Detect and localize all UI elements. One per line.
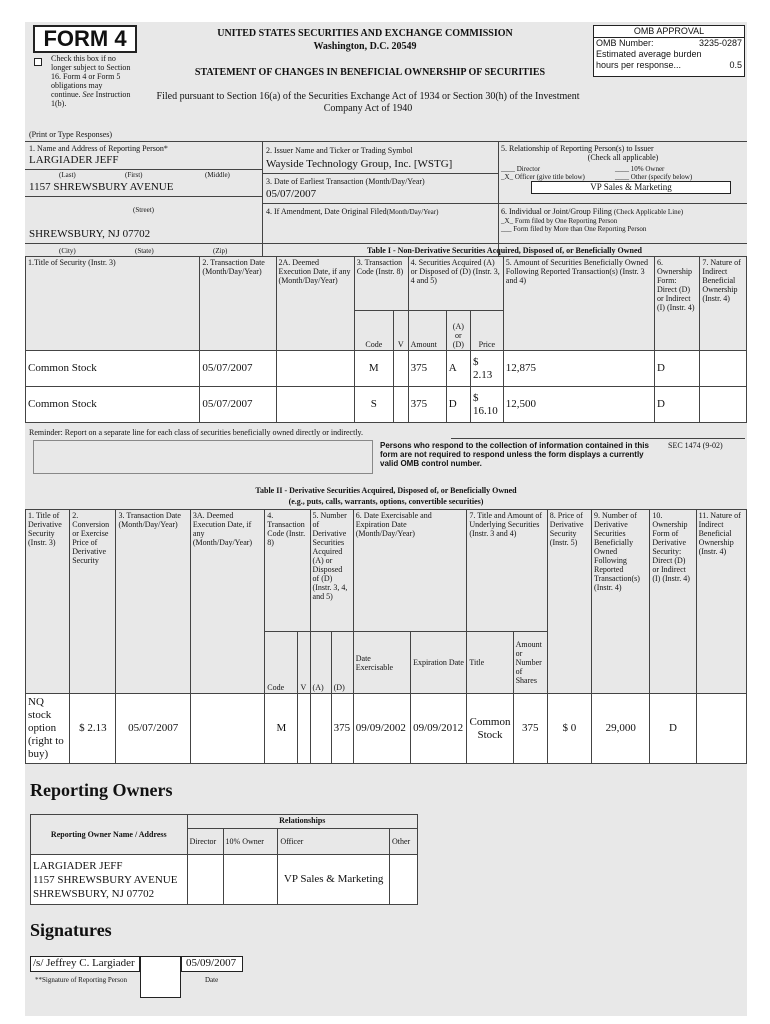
t2-r1-conv: $ 2.13 [70, 694, 116, 764]
checkbox-note-text: Check this box if no longer subject to Section 16. Form 4 or Form 5 obligations may continue. [51, 54, 131, 99]
omb-approval-box [593, 25, 745, 77]
t1-h-form: 6. Ownership Form: Direct (D) or Indirect (I) (Instr. 4) [654, 257, 699, 351]
reminder-text: Reminder: Report on a separate line for each class of securities beneficially owned directly or indirectly. [29, 428, 364, 437]
t2-r1-code: M [265, 694, 298, 764]
t1-r1-price [471, 351, 504, 387]
table-row [26, 694, 747, 764]
owner-col-director: Director [187, 829, 223, 855]
filing-option-two-label: Form filed by More than One Reporting Person [513, 225, 647, 233]
signature-caption-mark: ** [35, 976, 42, 984]
reporting-person-name: LARGIADER JEFF [29, 154, 119, 166]
t2-h-a: (A) [310, 632, 331, 694]
t1-h-aord: (A) or (D) [446, 311, 470, 351]
t1-r2-nature [700, 387, 747, 423]
t2-h-date: 3. Transaction Date (Month/Day/Year) [116, 510, 190, 694]
t1-r1-title: Common Stock [26, 351, 200, 387]
reporting-owners-heading: Reporting Owners [30, 780, 173, 800]
sec-number: SEC 1474 (9-02) [668, 441, 723, 450]
t1-h-code: 3. Transaction Code (Instr. 8) [354, 257, 408, 311]
t2-h-deemed: 3A. Deemed Execution Date, if any (Month/Day/Year) [190, 510, 264, 694]
owner-other-cell [390, 855, 418, 905]
t2-h-amt: Amount or Number of Shares [513, 632, 547, 694]
t2-h-t: Title [467, 632, 513, 694]
t2-r1-deemed [190, 694, 264, 764]
omb-number-label: OMB Number: [596, 38, 654, 48]
t2-h-code-sub: Code [265, 632, 298, 694]
earliest-transaction-date: 05/07/2007 [266, 188, 317, 200]
box1-label-text: 1. Name and Address of Reporting Person [29, 144, 164, 153]
t2-r1-expiration: 09/09/2012 [411, 694, 467, 764]
middle-caption: (Middle) [205, 171, 230, 179]
t2-r1-uamount: 375 [513, 694, 547, 764]
t1-h-code-sub: Code [354, 311, 393, 351]
filing-option-one[interactable]: _X_ Form filed by One Reporting Person [501, 217, 618, 225]
box1-label [29, 144, 168, 153]
t1-r2-v [393, 387, 408, 423]
checkbox-note-see: See [82, 90, 94, 99]
form-page [25, 22, 747, 1016]
officer-title: VP Sales & Marketing [531, 181, 731, 194]
city-value: SHREWSBURY, NJ 07702 [29, 228, 151, 240]
box1-label-mark: * [163, 144, 168, 153]
signatures-heading: Signatures [30, 920, 112, 940]
reminder-underline [451, 426, 745, 439]
reporting-owners-table [30, 814, 418, 905]
table2-title: Table II - Derivative Securities Acquired, Disposed of, or Beneficially Owned [255, 486, 517, 495]
box4-label-small: (Month/Day/Year) [386, 208, 439, 216]
officer-option[interactable]: _X_ Officer (give title below) [501, 173, 585, 181]
t2-r1-date: 05/07/2007 [116, 694, 190, 764]
t2-h-title: 1. Title of Derivative Security (Instr. 3) [26, 510, 70, 694]
t2-h-conv: 2. Conversion or Exercise Price of Derivative Security [70, 510, 116, 694]
owner-col-officer: Officer [278, 829, 390, 855]
no-longer-subject-checkbox[interactable] [34, 58, 42, 66]
table2 [25, 509, 747, 764]
t1-r1-code: M [354, 351, 393, 387]
first-caption: (First) [125, 171, 143, 179]
t1-r1-date: 05/07/2007 [200, 351, 276, 387]
table-row [31, 855, 418, 905]
t2-r1-utitle: Common Stock [467, 694, 513, 764]
t2-h-number: 5. Number of Derivative Securities Acquired (A) or Disposed of (D) (Instr. 3, 4, and 5) [310, 510, 353, 632]
box3-label: 3. Date of Earliest Transaction (Month/Day/Year) [266, 177, 425, 186]
t1-r2-date: 05/07/2007 [200, 387, 276, 423]
t1-r2-amount: 375 [408, 387, 446, 423]
persons-notice: Persons who respond to the collection of information contained in this form are not required to respond unless the form displays a currently valid OMB control number. [380, 441, 649, 468]
t2-h-owned: 9. Number of Derivative Securities Beneficially Owned Following Reported Transaction(s) (Instr. 4) [592, 510, 650, 694]
t1-r2-form: D [654, 387, 699, 423]
t1-h-owned: 5. Amount of Securities Beneficially Owned Following Reported Transaction(s) (Instr. 3 and 4) [503, 257, 654, 351]
city-caption: (City) [59, 247, 76, 255]
table-row [26, 387, 747, 423]
director-option[interactable]: ____ Director [501, 165, 541, 173]
relationships-header: Relationships [187, 815, 417, 829]
t1-r1-deemed [276, 351, 354, 387]
t1-r1-nature [700, 351, 747, 387]
t1-h-title: 1.Title of Security (Instr. 3) [26, 257, 200, 351]
officer-label: Officer (give title below) [514, 173, 585, 181]
t1-h-amount: Amount [408, 311, 446, 351]
street-caption: (Street) [133, 206, 154, 214]
t2-r1-v [298, 694, 310, 764]
t1-r2-price-value: 16.10 [473, 404, 498, 417]
filing-option-one-mark: X [504, 217, 510, 225]
date-caption: Date [205, 976, 219, 984]
t1-r1-amount: 375 [408, 351, 446, 387]
signature-value: /s/ Jeffrey C. Largiader [30, 956, 140, 972]
t2-r1-d: 375 [331, 694, 353, 764]
table1 [25, 256, 747, 423]
t1-h-deemed: 2A. Deemed Execution Date, if any (Month/Day/Year) [276, 257, 354, 351]
street-value: 1157 SHREWSBURY AVENUE [29, 181, 174, 193]
t1-h-acquired: 4. Securities Acquired (A) or Disposed of (D) (Instr. 3, 4 and 5) [408, 257, 503, 311]
state-caption: (State) [135, 247, 154, 255]
filed-pursuant: Filed pursuant to Section 16(a) of the Securities Exchange Act of 1934 or Section 30(h) of the Investment Company Act of 1940 [156, 91, 580, 114]
owner-col-other: Other [390, 829, 418, 855]
box4-label-text: 4. If Amendment, Date Original Filed [266, 207, 387, 216]
box5-label: 5. Relationship of Reporting Person(s) to Issuer [501, 144, 654, 153]
t2-r1-a [310, 694, 331, 764]
owner-name-line: LARGIADER JEFF [33, 859, 123, 872]
t1-r2-owned: 12,500 [503, 387, 654, 423]
t1-h-date: 2. Transaction Date (Month/Day/Year) [200, 257, 276, 351]
table-row [26, 351, 747, 387]
t1-r1-aord: A [446, 351, 470, 387]
omb-number: 3235-0287 [698, 38, 742, 48]
filing-option-one-label: Form filed by One Reporting Person [514, 217, 618, 225]
t2-h-date-ex: Date Exercisable [353, 632, 410, 694]
owner-director-cell [187, 855, 223, 905]
t1-r2-aord: D [446, 387, 470, 423]
t1-r2-deemed [276, 387, 354, 423]
table2-subtitle: (e.g., puts, calls, warrants, options, convertible securities) [288, 497, 484, 506]
t1-r1-form: D [654, 351, 699, 387]
t2-h-exp: Expiration Date [411, 632, 467, 694]
t1-h-v: V [393, 311, 408, 351]
box2-label: 2. Issuer Name and Ticker or Trading Symbol [266, 146, 413, 155]
director-label: Director [516, 165, 541, 173]
signature-caption-text: Signature of Reporting Person [42, 976, 127, 984]
t2-r1-price: $ 0 [547, 694, 591, 764]
zip-caption: (Zip) [213, 247, 228, 255]
t1-r1-price-value: 2.13 [473, 368, 493, 381]
signature-date: 05/09/2007 [181, 956, 243, 972]
omb-number-row [594, 38, 744, 49]
filing-option-two[interactable]: ___ Form filed by More than One Reporting Person [501, 225, 647, 233]
t2-r1-exercisable: 09/09/2002 [353, 694, 410, 764]
agency-name: UNITED STATES SECURITIES AND EXCHANGE COMMISSION [217, 28, 513, 39]
signature-caption [35, 976, 127, 984]
t1-r1-v [393, 351, 408, 387]
statement-title: STATEMENT OF CHANGES IN BENEFICIAL OWNERSHIP OF SECURITIES [194, 67, 546, 78]
omb-title: OMB APPROVAL [594, 26, 744, 38]
box6-label-small: (Check Applicable Line) [613, 208, 684, 216]
t2-h-nature: 11. Nature of Indirect Beneficial Ownership (Instr. 4) [696, 510, 746, 694]
table1-title: Table I - Non-Derivative Securities Acquired, Disposed of, or Beneficially Owned [367, 246, 642, 255]
checkbox-note [51, 54, 133, 108]
t1-r2-code: S [354, 387, 393, 423]
t2-h-price: 8. Price of Derivative Security (Instr. 5) [547, 510, 591, 694]
omb-burden: Estimated average burden [596, 49, 702, 59]
checkbox-note-instr: Instruction 1(b). [51, 90, 131, 108]
owner10-label: 10% Owner [630, 165, 665, 173]
issuer-name: Wayside Technology Group, Inc. [WSTG] [266, 158, 453, 170]
owner-officer-cell: VP Sales & Marketing [278, 855, 390, 905]
t2-h-d: (D) [331, 632, 353, 694]
form-title [33, 25, 137, 53]
t2-h-underlying: 7. Title and Amount of Underlying Securities (Instr. 3 and 4) [467, 510, 547, 632]
t1-r2-title: Common Stock [26, 387, 200, 423]
t2-r1-form: D [650, 694, 696, 764]
agency-address: Washington, D.C. 20549 [313, 41, 417, 52]
t2-h-form: 10. Ownership Form of Derivative Security: Direct (D) or Indirect (I) (Instr. 4) [650, 510, 696, 694]
form-title-text: FORM 4 [43, 26, 127, 51]
box6-label-text: 6. Individual or Joint/Group Filing [501, 207, 612, 216]
box4-label [266, 207, 438, 216]
t2-h-exdate: 6. Date Exercisable and Expiration Date (Month/Day/Year) [353, 510, 467, 632]
other-label: Other (specify below) [630, 173, 693, 181]
omb-hours-label: hours per response... [596, 60, 682, 70]
t1-r2-price [471, 387, 504, 423]
box6-label [501, 207, 683, 216]
print-type-note: (Print or Type Responses) [29, 130, 113, 139]
last-caption: (Last) [59, 171, 76, 179]
owner-street-line: 1157 SHREWSBURY AVENUE [33, 873, 178, 886]
t1-r1-price-sym: $ [473, 355, 479, 368]
signature-spacer-box [140, 956, 181, 998]
owner-col-name: Reporting Owner Name / Address [31, 815, 188, 855]
owner-10pct-cell [223, 855, 278, 905]
t2-h-code: 4. Transaction Code (Instr. 8) [265, 510, 310, 632]
other-option[interactable]: ____ Other (specify below) [615, 173, 693, 181]
t1-h-price: Price [471, 311, 504, 351]
omb-hours-row [594, 60, 744, 71]
t2-r1-owned: 29,000 [592, 694, 650, 764]
officer-mark: X [504, 173, 510, 181]
t1-r1-owned: 12,875 [503, 351, 654, 387]
t2-r1-nature [696, 694, 746, 764]
t2-h-v: V [298, 632, 310, 694]
owner-city-line: SHREWSBURY, NJ 07702 [33, 887, 155, 900]
owner10-option[interactable]: ____ 10% Owner [615, 165, 665, 173]
t1-r2-price-sym: $ [473, 391, 479, 404]
owner-name-address [31, 855, 188, 905]
t1-h-nature: 7. Nature of Indirect Beneficial Ownership (Instr. 4) [700, 257, 747, 351]
omb-hours: 0.5 [729, 60, 742, 70]
owner-col-10pct: 10% Owner [223, 829, 278, 855]
t2-r1-title: NQ stock option (right to buy) [26, 694, 70, 764]
box5-sub: (Check all applicable) [587, 153, 659, 162]
reminder-box [33, 440, 373, 474]
